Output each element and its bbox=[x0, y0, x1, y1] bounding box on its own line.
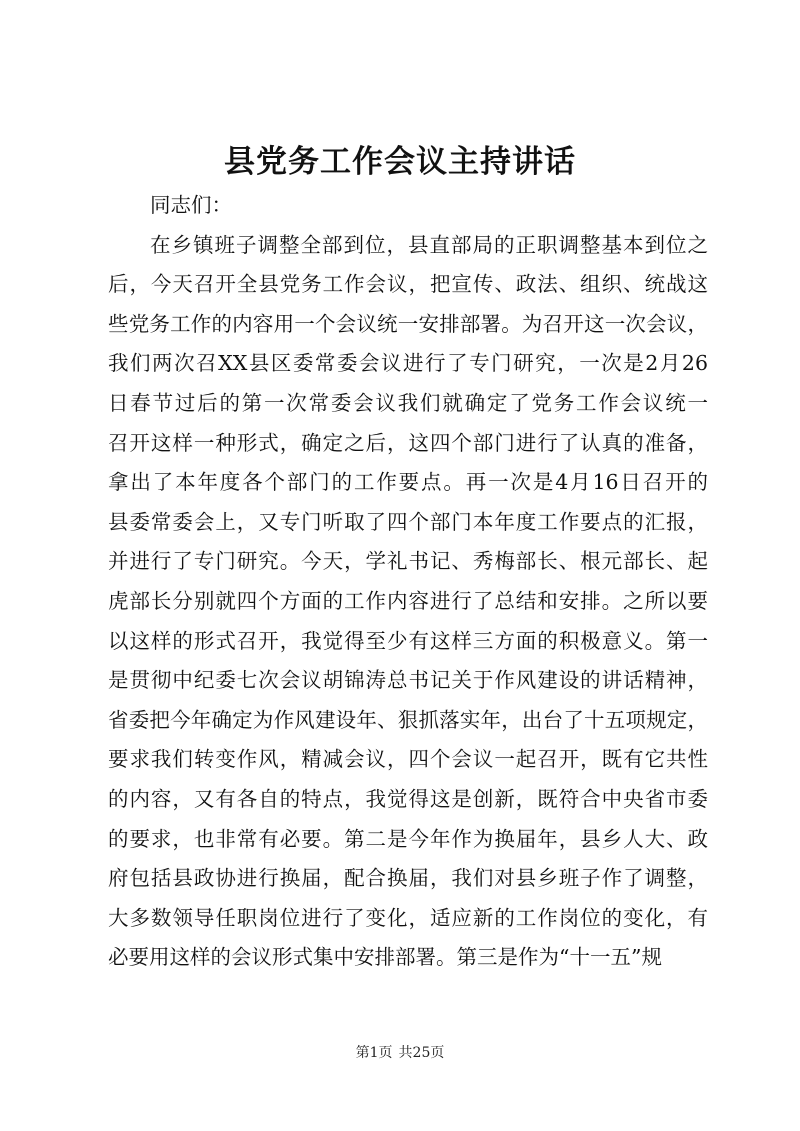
paragraph-line: 的内容，又有各自的特点，我觉得这是创新，既符合中央省市委 bbox=[108, 786, 708, 811]
paragraph-line: 以这样的形式召开，我觉得至少有这样三方面的积极意义。第一 bbox=[108, 628, 708, 653]
paragraph-line: 省委把今年确定为作风建设年、狠抓落实年，出台了十五项规定， bbox=[108, 707, 708, 732]
paragraph-line: 后，今天召开全县党务工作会议，把宣传、政法、组织、统战这 bbox=[108, 272, 708, 297]
paragraph-line: 的要求，也非常有必要。第二是今年作为换届年，县乡人大、政 bbox=[108, 826, 708, 851]
page-total: 共25页 bbox=[398, 1045, 445, 1061]
paragraph-line: 召开这样一种形式，确定之后，这四个部门进行了认真的准备， bbox=[108, 430, 708, 455]
paragraph-line: 并进行了专门研究。今天，学礼书记、秀梅部长、根元部长、起 bbox=[108, 549, 708, 574]
paragraph-line: 虎部长分别就四个方面的工作内容进行了总结和安排。之所以要 bbox=[108, 588, 708, 613]
page-number: 第1页 bbox=[355, 1045, 393, 1061]
document-body bbox=[108, 186, 708, 978]
salutation: 同志们： bbox=[150, 193, 232, 217]
paragraph-line: 要求我们转变作风，精减会议，四个会议一起召开，既有它共性 bbox=[108, 747, 708, 772]
paragraph-line: 必要用这样的会议形式集中安排部署。第三是作为“十一五”规 bbox=[108, 945, 662, 970]
page-footer bbox=[0, 1043, 800, 1063]
paragraph-line: 是贯彻中纪委七次会议胡锦涛总书记关于作风建设的讲话精神， bbox=[108, 668, 708, 693]
paragraph-line: 大多数领导任职岗位进行了变化，适应新的工作岗位的变化，有 bbox=[108, 905, 708, 930]
paragraph-line: 些党务工作的内容用一个会议统一安排部署。为召开这一次会议， bbox=[108, 311, 708, 336]
paragraph-line: 县委常委会上，又专门听取了四个部门本年度工作要点的汇报， bbox=[108, 509, 708, 534]
paragraph-line: 在乡镇班子调整全部到位，县直部局的正职调整基本到位之 bbox=[150, 232, 708, 257]
paragraph-line: 日春节过后的第一次常委会议我们就确定了党务工作会议统一 bbox=[108, 390, 708, 415]
paragraph-line: 拿出了本年度各个部门的工作要点。再一次是4月16日召开的 bbox=[108, 470, 708, 495]
paragraph-line: 府包括县政协进行换届，配合换届，我们对县乡班子作了调整， bbox=[108, 866, 708, 891]
document-title: 县党务工作会议主持讲话 bbox=[224, 144, 576, 180]
paragraph-line: 我们两次召XX县区委常委会议进行了专门研究，一次是2月26 bbox=[108, 351, 708, 376]
